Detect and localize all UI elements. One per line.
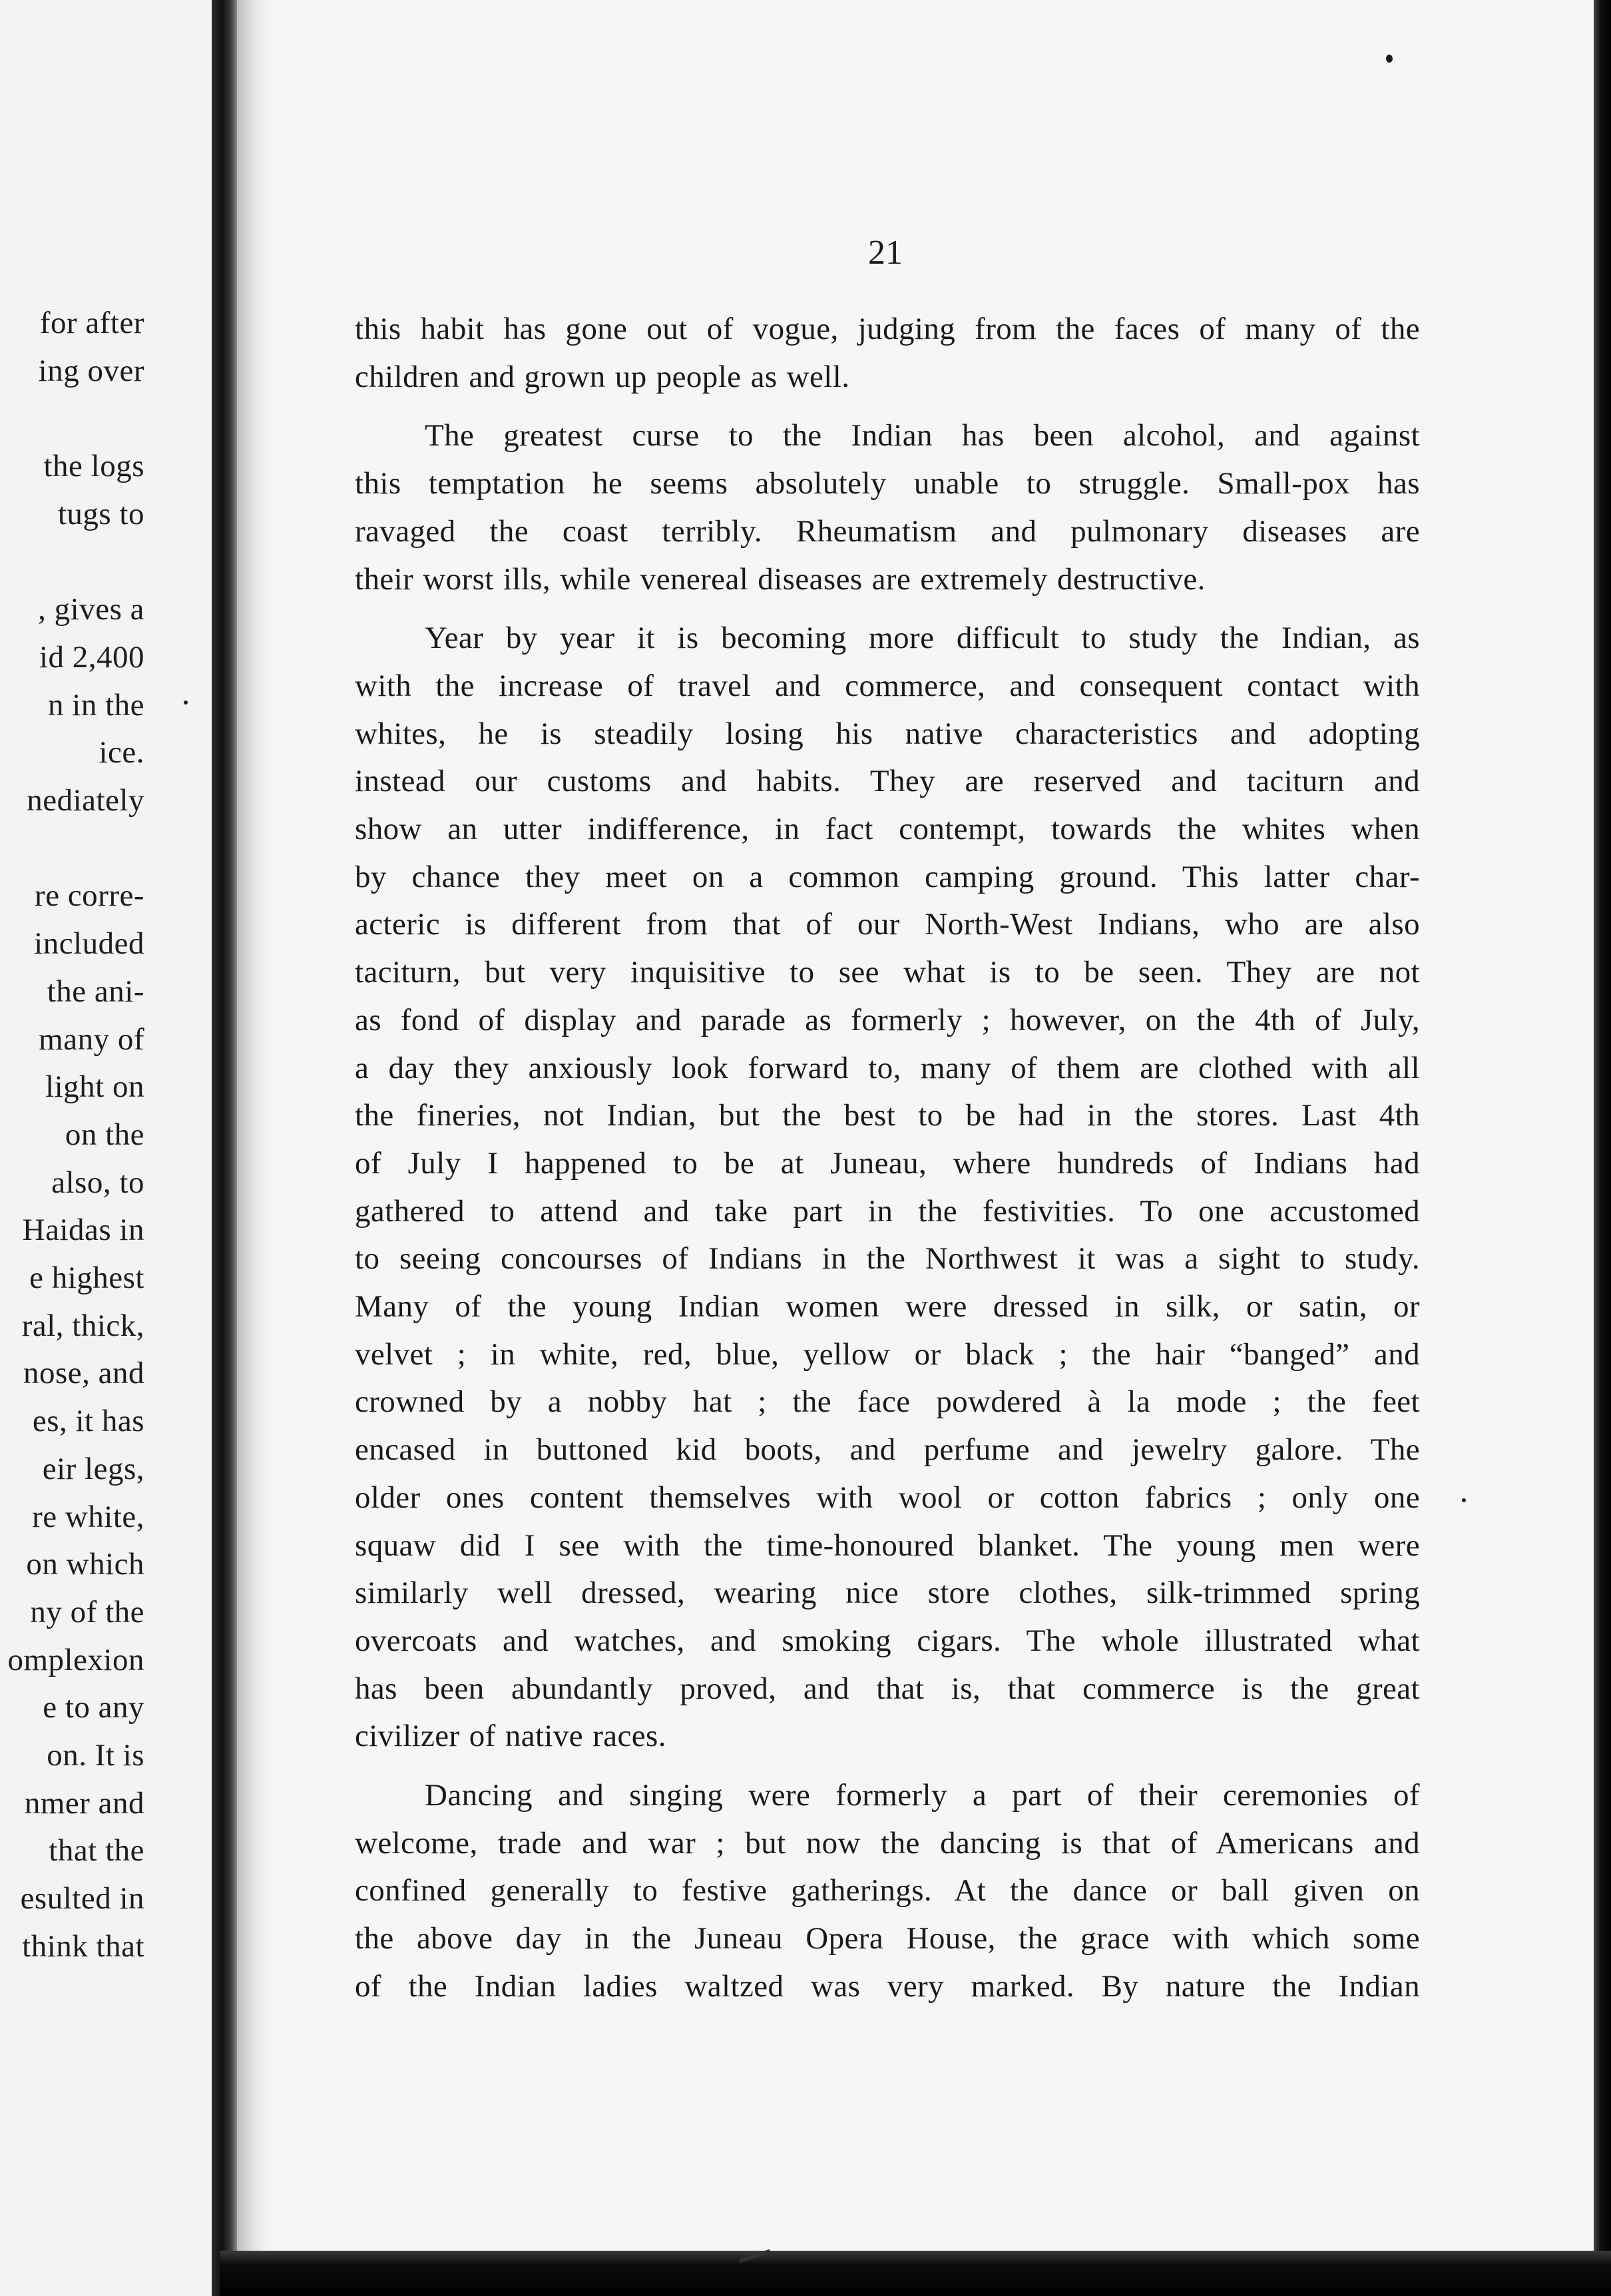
text-line: civilizer of native races. xyxy=(355,1719,666,1754)
text-line: similarly well dressed, wearing nice store clothes, silk-trimmed spring xyxy=(355,1576,1420,1611)
text-line: velvet ; in white, red, blue, yellow or black ; the hair “banged” and xyxy=(355,1336,1420,1372)
facing-page-text-fragment: nediately xyxy=(27,783,144,818)
text-line: encased in buttoned kid boots, and perfume and jewelry galore. The xyxy=(355,1432,1420,1468)
facing-page-left xyxy=(0,0,220,2296)
book-gutter-edge xyxy=(237,0,270,2296)
facing-page-text-fragment: that the xyxy=(49,1833,144,1868)
text-line: their worst ills, while venereal diseases are extremely destructive. xyxy=(355,561,1206,597)
ink-speck xyxy=(184,701,188,705)
text-line: Many of the young Indian women were dressed in silk, or satin, or xyxy=(355,1289,1420,1324)
facing-page-text-fragment: eir legs, xyxy=(42,1451,144,1486)
text-line: to seeing concourses of Indians in the Northwest it was a sight to study. xyxy=(355,1241,1420,1277)
ink-speck xyxy=(1386,55,1393,63)
facing-page-text-fragment: ny of the xyxy=(30,1594,144,1629)
ink-speck xyxy=(1462,1498,1466,1502)
text-line: children and grown up people as well. xyxy=(355,359,850,394)
text-line: overcoats and watches, and smoking cigars. The whole illustrated what xyxy=(355,1623,1420,1658)
facing-page-text-fragment: ice. xyxy=(99,735,144,770)
text-line: of July I happened to be at Juneau, where hundreds of Indians had xyxy=(355,1145,1420,1181)
facing-page-text-fragment: on which xyxy=(26,1547,144,1582)
facing-page-text-fragment: omplexion xyxy=(7,1642,144,1677)
text-line: older ones content themselves with wool or cotton fabrics ; only one xyxy=(355,1480,1420,1515)
text-line: this habit has gone out of vogue, judging from the faces of many of the xyxy=(355,312,1420,346)
scan-border-bottom xyxy=(220,2251,1611,2296)
book-gutter-shadow xyxy=(212,0,237,2296)
text-line: whites, he is steadily losing his native characteristics and adopting xyxy=(355,716,1420,751)
facing-page-text-fragment: tugs to xyxy=(57,496,144,531)
facing-page-text-fragment: think that xyxy=(22,1928,144,1964)
facing-page-text-fragment: , gives a xyxy=(38,592,144,627)
text-line: the above day in the Juneau Opera House, the grace with which some xyxy=(355,1921,1420,1956)
facing-page-text-fragment: Haidas in xyxy=(22,1213,144,1248)
facing-page-text-fragment: re corre- xyxy=(35,878,144,914)
facing-page-text-fragment: many of xyxy=(39,1021,144,1057)
facing-page-text-fragment: for after xyxy=(39,306,144,340)
text-line: Year by year it is becoming more difficult to study the Indian, as xyxy=(425,621,1420,656)
text-line: the fineries, not Indian, but the best to be had in the stores. Last 4th xyxy=(355,1098,1420,1133)
page-number: 21 xyxy=(868,234,903,272)
facing-page-text-fragment: nose, and xyxy=(23,1356,144,1391)
scan-border-right xyxy=(1594,0,1611,2296)
text-line: a day they anxiously look forward to, many of them are clothed with all xyxy=(355,1050,1420,1085)
text-line: show an utter indifference, in fact contempt, towards the whites when xyxy=(355,812,1420,846)
text-line: confined generally to festive gatherings. At the dance or ball given on xyxy=(355,1873,1420,1908)
facing-page-text-fragment: n in the xyxy=(48,687,144,722)
facing-page-text-fragment: e highest xyxy=(29,1261,144,1295)
facing-page-text-fragment: es, it has xyxy=(32,1404,144,1439)
text-line: of the Indian ladies waltzed was very marked. By nature the Indian xyxy=(355,1968,1420,2004)
text-line: taciturn, but very inquisitive to see what is to be seen. They are not xyxy=(355,955,1420,990)
facing-page-text-fragment: ing over xyxy=(38,353,144,388)
facing-page-text-fragment: on the xyxy=(65,1117,144,1152)
facing-page-text-fragment: on. It is xyxy=(47,1738,144,1773)
facing-page-text-fragment: nmer and xyxy=(24,1785,144,1821)
facing-page-text-fragment: included xyxy=(34,926,144,962)
facing-page-text-fragment: light on xyxy=(45,1069,144,1105)
text-line: crowned by a nobby hat ; the face powdered à la mode ; the feet xyxy=(355,1384,1420,1420)
text-line: as fond of display and parade as formerly ; however, on the 4th of July, xyxy=(355,1002,1420,1037)
text-line: acteric is different from that of our North-West Indians, who are also xyxy=(355,907,1420,942)
facing-page-text-fragment: e to any xyxy=(43,1690,144,1725)
text-line: has been abundantly proved, and that is, that commerce is the great xyxy=(355,1671,1420,1706)
facing-page-text-fragment: ral, thick, xyxy=(21,1308,144,1343)
text-line: instead our customs and habits. They are reserved and taciturn and xyxy=(355,764,1420,799)
text-line: by chance they meet on a common camping ground. This latter char- xyxy=(355,859,1420,894)
text-line: welcome, trade and war ; but now the dancing is that of Americans and xyxy=(355,1825,1420,1861)
facing-page-text-fragment: id 2,400 xyxy=(39,639,144,675)
facing-page-text-fragment: the ani- xyxy=(47,974,144,1009)
facing-page-text-fragment: re white, xyxy=(32,1499,144,1534)
text-line: squaw did I see with the time-honoured blanket. The young men were xyxy=(355,1528,1420,1563)
text-line: ravaged the coast terribly. Rheumatism and pulmonary diseases are xyxy=(355,513,1420,549)
text-line: The greatest curse to the Indian has been alcohol, and against xyxy=(425,418,1420,453)
facing-page-text-fragment: the logs xyxy=(43,449,144,484)
text-line: with the increase of travel and commerce, and consequent contact with xyxy=(355,668,1420,703)
text-line: this temptation he seems absolutely unable to struggle. Small-pox has xyxy=(355,466,1420,501)
facing-page-text-fragment: esulted in xyxy=(20,1881,144,1916)
text-line: gathered to attend and take part in the festivities. To one accustomed xyxy=(355,1193,1420,1229)
text-line: Dancing and singing were formerly a part of their ceremonies of xyxy=(425,1778,1420,1813)
facing-page-text-fragment: also, to xyxy=(51,1165,144,1200)
